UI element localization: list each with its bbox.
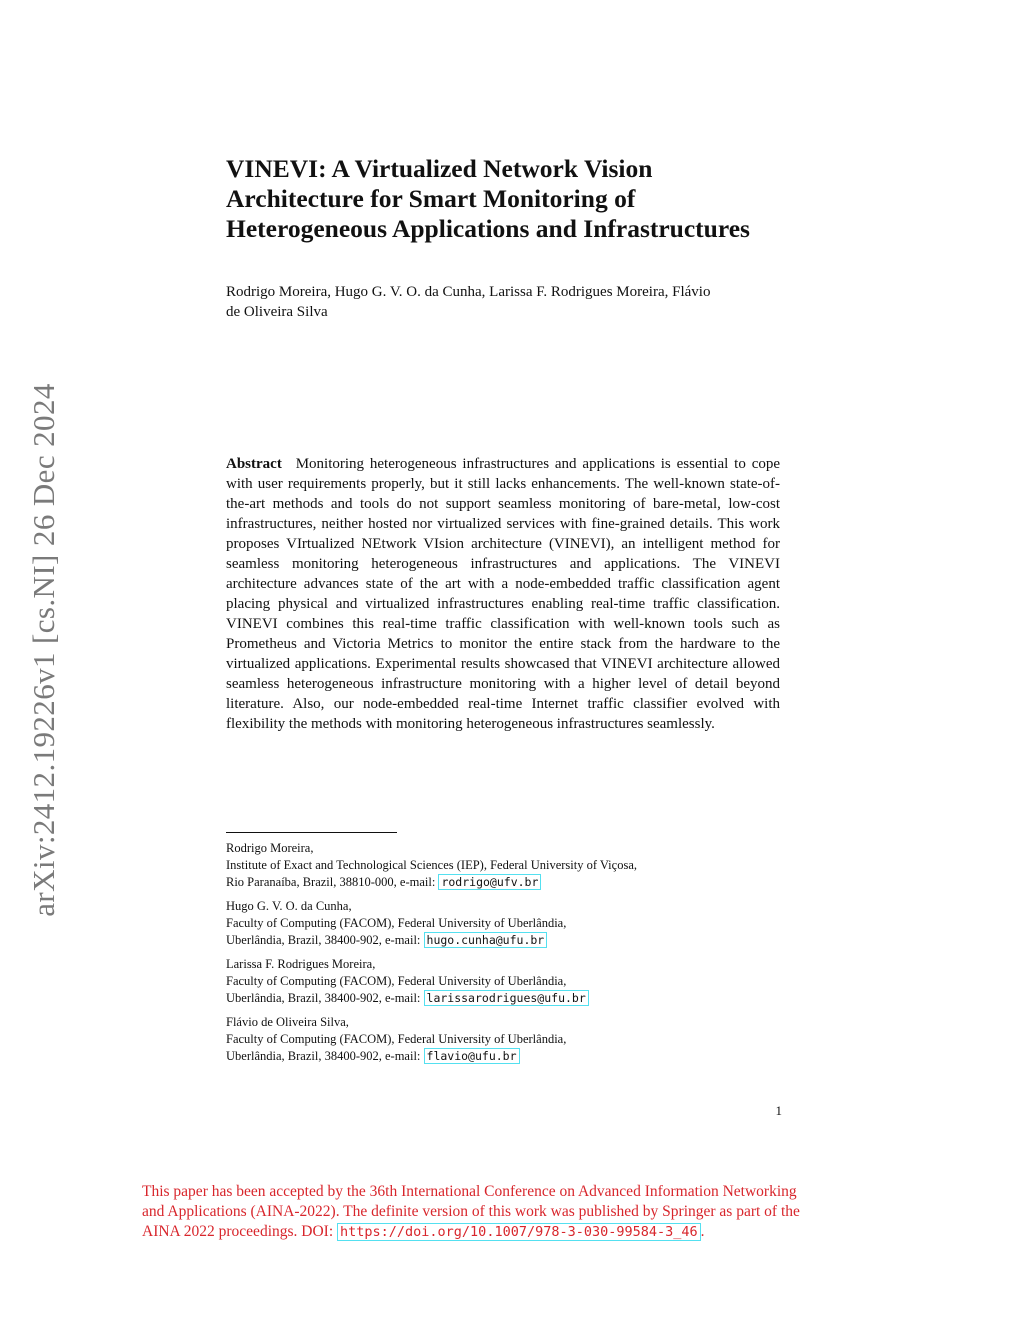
affiliation-address: Rio Paranaíba, Brazil, 38810-000, e-mail: [226, 875, 439, 889]
email-link[interactable]: larissarodrigues@ufu.br [424, 990, 589, 1006]
footnote-rule [226, 832, 397, 833]
title-line-1: VINEVI: A Virtualized Network Vision [226, 154, 653, 183]
affiliation-name: Flávio de Oliveira Silva, [226, 1015, 349, 1029]
affiliation-address-line [226, 990, 786, 1007]
author-list [226, 282, 786, 322]
notice-line-2: and Applications (AINA-2022). The definite version of this work was published by Springer as part of the [142, 1203, 800, 1220]
affiliation-institution: Faculty of Computing (FACOM), Federal University of Uberlândia, [226, 974, 567, 988]
affiliation-name: Hugo G. V. O. da Cunha, [226, 899, 352, 913]
notice-line-3 [142, 1222, 862, 1242]
arxiv-identifier: arXiv:2412.19226v1 [cs.NI] 26 Dec 2024 [26, 383, 61, 917]
title-line-2: Architecture for Smart Monitoring of [226, 184, 636, 213]
notice-line-1: This paper has been accepted by the 36th International Conference on Advanced Information Networking [142, 1183, 797, 1200]
affiliation-block [226, 1014, 786, 1065]
affiliation-address-line [226, 1048, 786, 1065]
notice-doi-prefix: AINA 2022 proceedings. DOI: [142, 1223, 338, 1240]
notice-doi-suffix: . [700, 1223, 705, 1240]
page-number: 1 [775, 1103, 782, 1118]
title-line-3: Heterogeneous Applications and Infrastructures [226, 214, 750, 243]
email-link[interactable]: flavio@ufu.br [424, 1048, 520, 1064]
author-line-1: Rodrigo Moreira, Hugo G. V. O. da Cunha, Larissa F. Rodrigues Moreira, Flávio [226, 284, 711, 300]
affiliation-institution: Institute of Exact and Technological Sciences (IEP), Federal University of Viçosa, [226, 858, 637, 872]
affiliations [226, 840, 786, 1072]
affiliation-address: Uberlândia, Brazil, 38400-902, e-mail: [226, 933, 424, 947]
affiliation-name: Rodrigo Moreira, [226, 841, 314, 855]
affiliation-block [226, 956, 786, 1007]
author-line-2: de Oliveira Silva [226, 304, 328, 320]
affiliation-block [226, 898, 786, 949]
arxiv-stamp [0, 0, 70, 1325]
abstract-text: Monitoring heterogeneous infrastructures and applications is essential to cope with user requirements properly, but it still lacks enhancements. The well-known state-of-the-art methods and tools do not support seamless monitoring of bare-metal, low-cost infrastructures, neither hosted nor virtualized services with fine-grained details. This work proposes VIrtualized NEtwork VIsion architecture (VINEVI), an intelligent method for seamless monitoring heterogeneous infrastructures and applications. The VINEVI architecture advances state of the art with a node-embedded traffic classification agent placing physical and virtualized infrastructures enabling real-time traffic classification. VINEVI combines this real-time traffic classification with well-known tools such as Prometheus and Victoria Metrics to monitor the entire stack from the hardware to the virtualized applications. Experimental results showcased that VINEVI architecture allowed seamless heterogeneous infrastructure monitoring with a higher level of detail beyond literature. Also, our node-embedded real-time Internet traffic classifier evolved with flexibility the methods with monitoring heterogeneous infrastructures seamlessly. [226, 456, 781, 732]
affiliation-address-line [226, 932, 786, 949]
affiliation-address-line [226, 874, 786, 891]
affiliation-address: Uberlândia, Brazil, 38400-902, e-mail: [226, 1049, 424, 1063]
doi-link[interactable]: https://doi.org/10.1007/978-3-030-99584-3_46 [337, 1223, 701, 1241]
affiliation-block [226, 840, 786, 891]
abstract [226, 454, 780, 734]
abstract-heading: Abstract [226, 456, 282, 472]
affiliation-name: Larissa F. Rodrigues Moreira, [226, 957, 376, 971]
paper-title [226, 154, 826, 244]
email-link[interactable]: rodrigo@ufv.br [438, 874, 541, 890]
publication-notice [142, 1182, 862, 1242]
affiliation-address: Uberlândia, Brazil, 38400-902, e-mail: [226, 991, 424, 1005]
email-link[interactable]: hugo.cunha@ufu.br [424, 932, 548, 948]
affiliation-institution: Faculty of Computing (FACOM), Federal University of Uberlândia, [226, 1032, 567, 1046]
affiliation-institution: Faculty of Computing (FACOM), Federal University of Uberlândia, [226, 916, 567, 930]
